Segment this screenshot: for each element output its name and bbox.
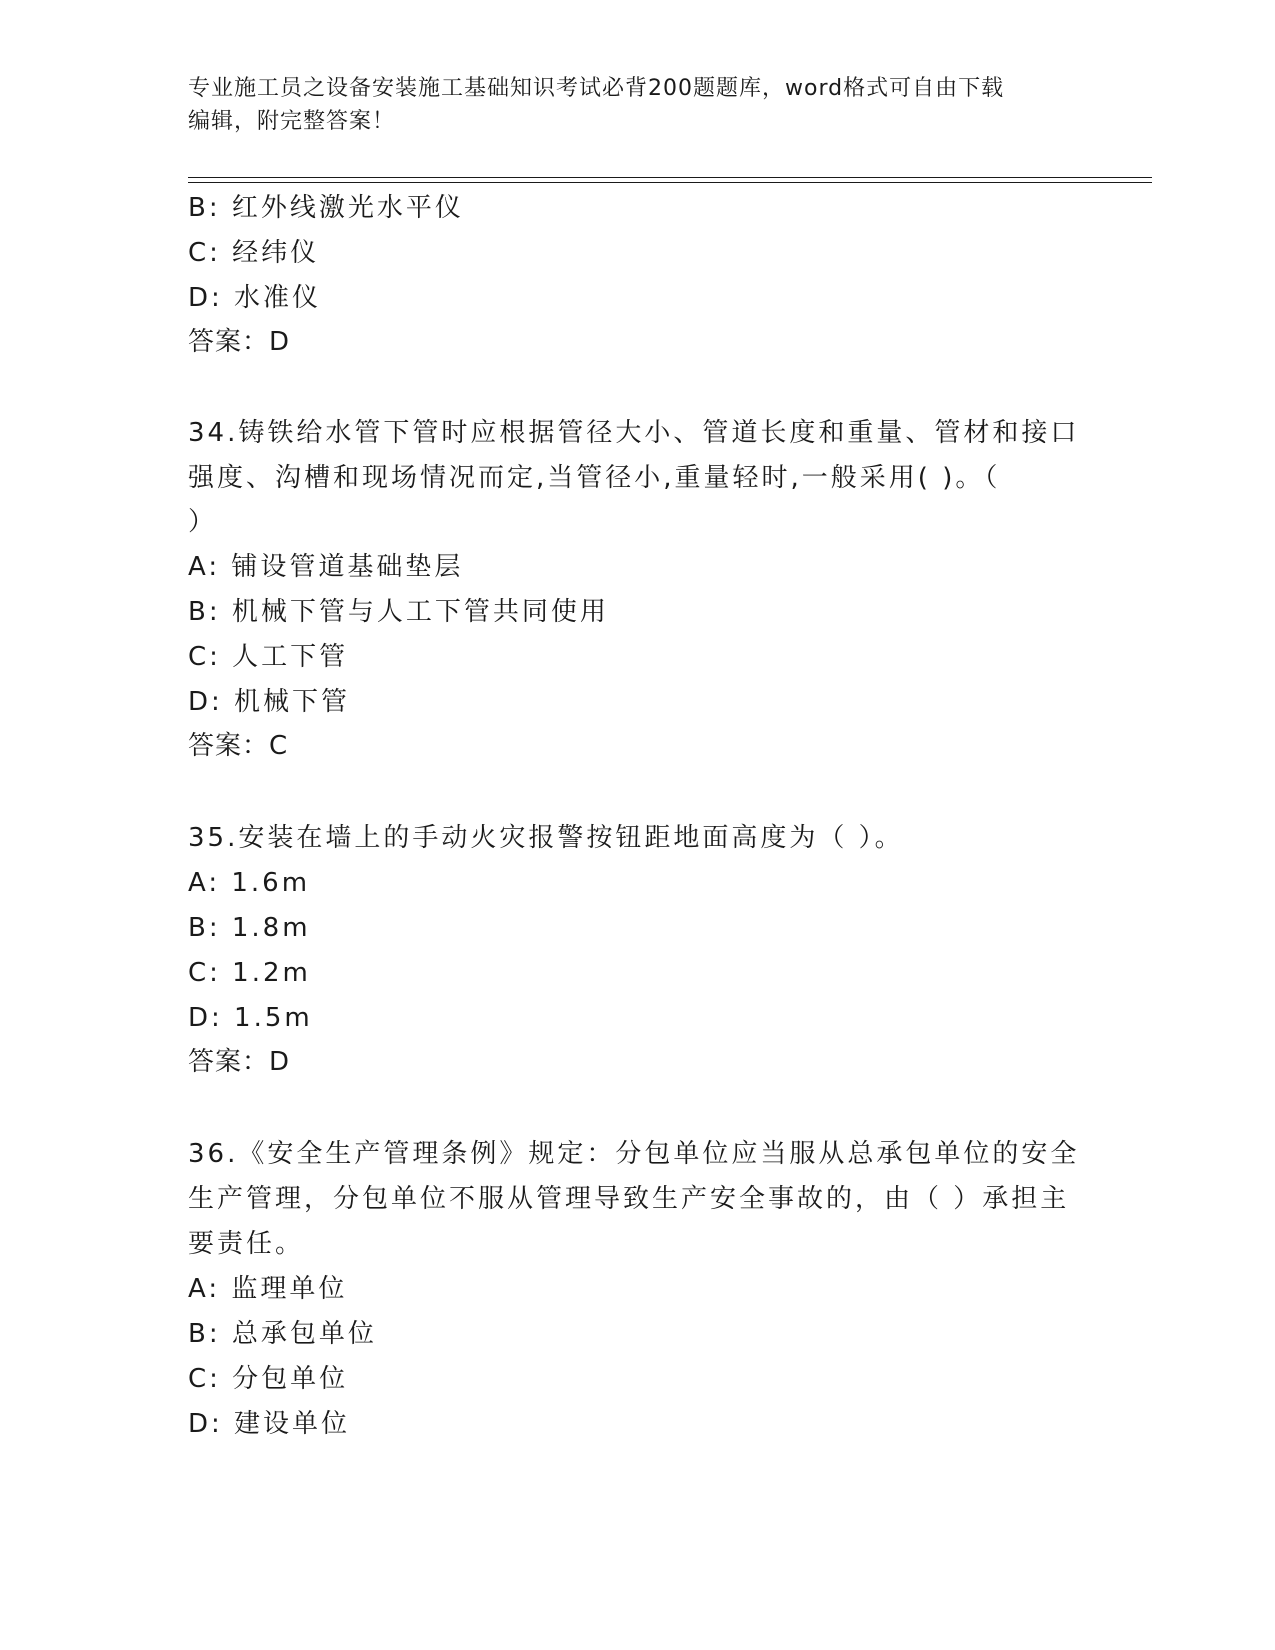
q33-option-d: D: 水准仪 (188, 283, 322, 313)
q36-option-d: D: 建设单位 (188, 1409, 351, 1439)
header-rule-bottom (188, 182, 1152, 183)
q34-answer: 答案：C (188, 731, 289, 761)
q33-option-c: C: 经纬仪 (188, 238, 320, 268)
q33-answer: 答案：D (188, 327, 291, 357)
header-rule-top (188, 177, 1152, 178)
q34-stem-line-2: 强度、沟槽和现场情况而定,当管径小,重量轻时,一般采用( )。（ (188, 463, 1001, 493)
q36-stem-line-1: 36.《安全生产管理条例》规定：分包单位应当服从总承包单位的安全 (188, 1139, 1080, 1169)
q34-option-a: A: 铺设管道基础垫层 (188, 552, 464, 582)
q36-option-b: B: 总承包单位 (188, 1319, 377, 1349)
q35-option-a: A: 1.6m (188, 868, 311, 898)
q33-option-b: B: 红外线激光水平仪 (188, 193, 464, 223)
q36-option-a: A: 监理单位 (188, 1274, 348, 1304)
q34-option-d: D: 机械下管 (188, 687, 351, 717)
q36-stem-line-3: 要责任。 (188, 1229, 305, 1259)
q35-option-b: B: 1.8m (188, 913, 311, 943)
q35-answer: 答案：D (188, 1047, 291, 1077)
q34-stem-line-1: 34.铸铁给水管下管时应根据管径大小、管道长度和重量、管材和接口 (188, 418, 1080, 448)
header-line-2: 编辑，附完整答案！ (188, 109, 396, 134)
document-header (188, 72, 1068, 138)
q34-option-c: C: 人工下管 (188, 642, 349, 672)
q34-stem-line-3: ） (188, 507, 218, 537)
header-line-1: 专业施工员之设备安装施工基础知识考试必背200题题库，word格式可自由下载 (188, 76, 1005, 101)
q35-stem-line-1: 35.安装在墙上的手动火灾报警按钮距地面高度为（ ）。 (188, 823, 904, 853)
q35-option-c: C: 1.2m (188, 958, 311, 988)
q34-option-b: B: 机械下管与人工下管共同使用 (188, 597, 609, 627)
q36-option-c: C: 分包单位 (188, 1364, 349, 1394)
q36-stem-line-2: 生产管理，分包单位不服从管理导致生产安全事故的，由（ ）承担主 (188, 1184, 1070, 1214)
q35-option-d: D: 1.5m (188, 1003, 313, 1033)
